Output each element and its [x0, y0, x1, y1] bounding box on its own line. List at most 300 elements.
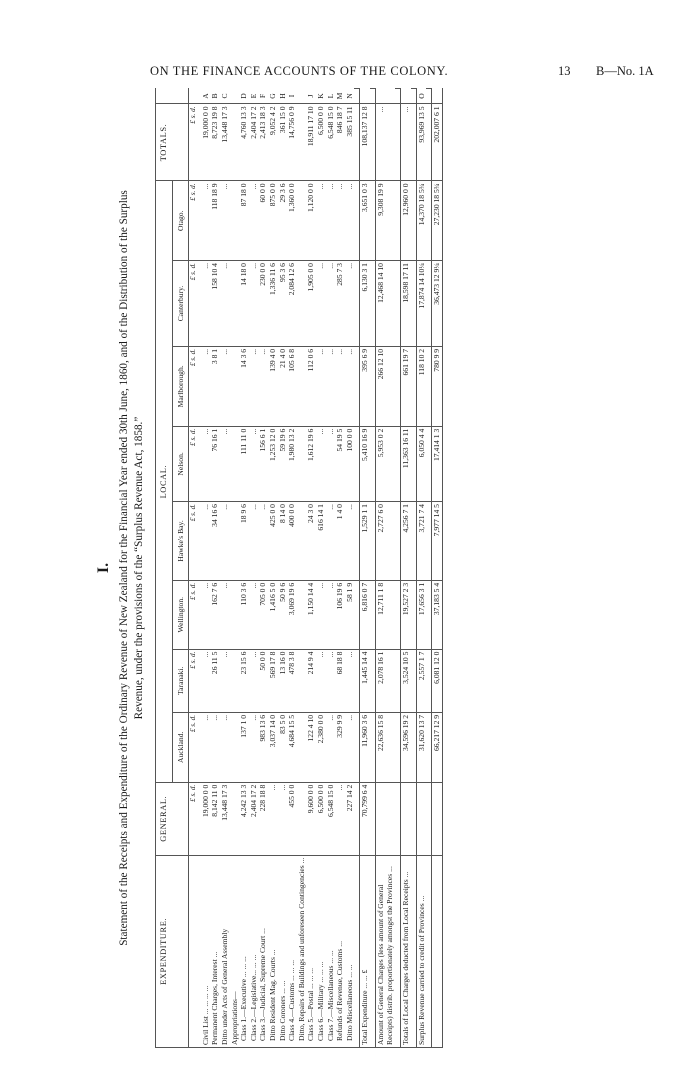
general-cell: 228 18 8 — [258, 782, 268, 855]
col-totals: TOTALS. — [156, 104, 189, 181]
general-cell: 8,142 11 0 — [210, 782, 220, 855]
total-cell: 9,052 4 2 — [268, 104, 278, 181]
province-cell: 95 3 6 — [278, 261, 288, 347]
province-cell — [230, 649, 240, 712]
province-cell: 34,596 19 2 — [401, 712, 411, 782]
table-row — [201, 89, 211, 1048]
province-cell: 2,084 12 6 — [287, 261, 297, 347]
province-cell: 158 10 4 — [210, 261, 220, 347]
units-label: £ s. d. — [189, 426, 201, 501]
province-cell: ... — [345, 346, 355, 426]
general-cell: 9,600 0 0 — [306, 782, 316, 855]
local-charges-row — [401, 89, 411, 1048]
total-cell: 6,548 15 0 — [326, 104, 336, 181]
province-cell: ... — [201, 426, 211, 501]
statement-title — [117, 88, 147, 1048]
province-cell: ... — [220, 580, 230, 649]
general-charges-row — [375, 89, 395, 1048]
province-cell: 9,308 19 9 — [375, 181, 395, 261]
total-cell: 846 18 7 — [335, 104, 345, 181]
row-letter — [297, 89, 307, 105]
province-cell: 76 16 1 — [210, 426, 220, 501]
title-line-2: Revenue, under the provisions of the “Surplus Revenue Act, 1858.” — [133, 416, 145, 720]
row-label: Class 1.—Executive ... ... ... — [239, 855, 249, 1047]
row-label: Ditto, Repairs of Buildings and unforeseen Contingencies ... — [297, 855, 307, 1047]
row-label: Surplus Revenue carried to credit of Provinces ... — [416, 855, 426, 1047]
row-label: Class 3.—Judicial, Supreme Court ... — [258, 855, 268, 1047]
row-letter: D — [239, 89, 249, 105]
province-cell: 54 19 5 — [335, 426, 345, 501]
general-cell: 2,404 17 2 — [249, 782, 259, 855]
province-cell: ... — [220, 502, 230, 581]
province-cell: 12,711 1 8 — [375, 580, 395, 649]
province-cell: 1,529 1 1 — [360, 502, 370, 581]
province-cell: 400 0 0 — [287, 502, 297, 581]
province-cell: ... — [326, 712, 336, 782]
general-cell: 70,799 6 4 — [360, 782, 370, 855]
total-cell: 202,007 6 1 — [432, 104, 443, 181]
province-cell: 50 9 6 — [278, 580, 288, 649]
province-cell: 59 19 6 — [278, 426, 288, 501]
units-label: £ s. d. — [189, 712, 201, 782]
table-row — [335, 89, 345, 1048]
general-cell — [416, 782, 426, 855]
province-cell: ... — [316, 426, 326, 501]
table-row — [326, 89, 336, 1048]
general-cell — [230, 782, 240, 855]
table-row — [220, 89, 230, 1048]
general-cell: 6,500 0 0 — [316, 782, 326, 855]
row-label: Ditto Miscellaneous ... ... — [345, 855, 355, 1047]
row-letter — [360, 89, 370, 105]
row-letter: B — [210, 89, 220, 105]
province-cell: ... — [316, 649, 326, 712]
province-cell: 14 3 6 — [239, 346, 249, 426]
row-letter: G — [268, 89, 278, 105]
province-cell: ... — [249, 649, 259, 712]
units-label: £ s. d. — [189, 782, 201, 855]
province-cell: 24 3 0 — [306, 502, 316, 581]
province-cell — [297, 580, 307, 649]
province-cell: 3,037 14 0 — [268, 712, 278, 782]
province-cell: 17,414 1 3 — [432, 426, 443, 501]
province-cell: ... — [326, 346, 336, 426]
row-label: Civil List ... ... ... ... — [201, 855, 211, 1047]
row-label: Class 2.—Legislative... ... ... — [249, 855, 259, 1047]
province-cell: 122 4 10 — [306, 712, 316, 782]
province-cell: 118 10 2 — [416, 346, 426, 426]
province-cell: 478 3 8 — [287, 649, 297, 712]
province-cell — [297, 261, 307, 347]
province-cell: 1 4 0 — [335, 502, 345, 581]
row-label: Amount of General Charges (less amount of General Receipts) distrib. proportionately amongst the Provinces ... — [375, 855, 395, 1047]
total-cell — [230, 104, 240, 181]
province-cell: ... — [201, 502, 211, 581]
province-cell: ... — [326, 502, 336, 581]
row-label: Class 5.—Postal ... ... ... — [306, 855, 316, 1047]
row-label: Class 7.—Miscellaneous ... ... — [326, 855, 336, 1047]
general-cell — [432, 782, 443, 855]
province-cell: 1,150 14 4 — [306, 580, 316, 649]
province-cell: 1,336 11 6 — [268, 261, 278, 347]
province-cell: ... — [326, 261, 336, 347]
province-cell: 22,636 15 8 — [375, 712, 395, 782]
row-letter: E — [249, 89, 259, 105]
col-expenditure: EXPENDITURE. — [156, 855, 189, 1047]
province-cell: 14 18 0 — [239, 261, 249, 347]
province-cell: ... — [220, 712, 230, 782]
col-province-2: Wellington. — [172, 580, 189, 649]
province-cell: ... — [249, 580, 259, 649]
table-row — [249, 89, 259, 1048]
province-cell: 1,445 14 4 — [360, 649, 370, 712]
province-cell: 4,684 15 5 — [287, 712, 297, 782]
province-cell: 6,081 12 0 — [432, 649, 443, 712]
province-cell: 230 0 0 — [258, 261, 268, 347]
province-cell: 66,217 12 9 — [432, 712, 443, 782]
row-letter: C — [220, 89, 230, 105]
province-cell: 11,363 16 11 — [401, 426, 411, 501]
province-cell: 110 3 6 — [239, 580, 249, 649]
province-cell: 11,960 3 6 — [360, 712, 370, 782]
province-cell: 983 13 6 — [258, 712, 268, 782]
province-cell: 3,651 0 3 — [360, 181, 370, 261]
province-cell: ... — [316, 261, 326, 347]
total-expenditure-row — [360, 89, 370, 1048]
province-cell: ... — [201, 649, 211, 712]
title-line-1: Statement of the Receipts and Expenditure of the Ordinary Revenue of New Zealand for the Financial Year ended 30th June, 1860, and of the Distribution of the Surplus — [118, 190, 130, 946]
table-row — [297, 89, 307, 1048]
province-cell: 60 0 0 — [258, 181, 268, 261]
province-cell: 17,656 3 1 — [416, 580, 426, 649]
province-cell: 34 16 6 — [210, 502, 220, 581]
province-cell: ... — [345, 712, 355, 782]
total-cell: ... — [375, 104, 395, 181]
province-cell — [230, 502, 240, 581]
province-cell: 2,557 1 7 — [416, 649, 426, 712]
running-title: ON THE FINANCE ACCOUNTS OF THE COLONY. — [150, 64, 449, 78]
col-province-6: Canterbury. — [172, 261, 189, 347]
row-letter: H — [278, 89, 288, 105]
province-cell: ... — [249, 346, 259, 426]
col-province-3: Hawke's Bay. — [172, 502, 189, 581]
province-cell — [297, 649, 307, 712]
general-cell: 4,242 13 3 — [239, 782, 249, 855]
row-letter — [432, 89, 443, 105]
province-cell: 266 12 10 — [375, 346, 395, 426]
province-cell: 139 4 0 — [268, 346, 278, 426]
general-cell: ... — [335, 782, 345, 855]
province-cell: 4,256 7 1 — [401, 502, 411, 581]
province-cell: ... — [201, 580, 211, 649]
general-cell: 6,548 15 0 — [326, 782, 336, 855]
province-cell: 83 5 0 — [278, 712, 288, 782]
province-cell: 26 11 5 — [210, 649, 220, 712]
province-cell — [230, 712, 240, 782]
col-province-1: Taranaki. — [172, 649, 189, 712]
province-cell: 569 17 8 — [268, 649, 278, 712]
province-cell: 6,130 3 1 — [360, 261, 370, 347]
total-cell: 4,760 13 3 — [239, 104, 249, 181]
row-label: Class 6.—Military ... ... ... — [316, 855, 326, 1047]
row-letter — [375, 89, 395, 105]
province-cell: 329 9 9 — [335, 712, 345, 782]
province-cell: 19,527 2 3 — [401, 580, 411, 649]
col-province-5: Marlborough. — [172, 346, 189, 426]
province-cell: 12,468 14 10 — [375, 261, 395, 347]
province-cell: 68 18 8 — [335, 649, 345, 712]
general-cell — [401, 782, 411, 855]
province-cell: 23 15 6 — [239, 649, 249, 712]
province-cell: 36,473 12 9¼ — [432, 261, 443, 347]
table-row — [316, 89, 326, 1048]
row-letter: J — [306, 89, 316, 105]
table-row — [268, 89, 278, 1048]
province-cell: ... — [345, 181, 355, 261]
province-cell: 6,816 0 7 — [360, 580, 370, 649]
province-cell: 1,120 0 0 — [306, 181, 316, 261]
province-cell — [297, 502, 307, 581]
province-cell — [230, 580, 240, 649]
province-cell: 705 0 0 — [258, 580, 268, 649]
units-label: £ s. d. — [189, 649, 201, 712]
province-cell: ... — [326, 580, 336, 649]
table-row — [345, 89, 355, 1048]
province-cell — [297, 426, 307, 501]
province-cell: 162 7 6 — [210, 580, 220, 649]
province-cell: ... — [316, 346, 326, 426]
province-cell: 1,253 12 0 — [268, 426, 278, 501]
table-row — [239, 89, 249, 1048]
total-cell: 13,448 17 3 — [220, 104, 230, 181]
row-letter: L — [326, 89, 336, 105]
province-cell: ... — [249, 712, 259, 782]
province-cell: 5,953 0 2 — [375, 426, 395, 501]
province-cell: 112 0 6 — [306, 346, 316, 426]
units-label: £ s. d. — [189, 181, 201, 261]
province-cell: 87 18 0 — [239, 181, 249, 261]
province-cell: ... — [201, 346, 211, 426]
total-cell: 19,000 0 0 — [201, 104, 211, 181]
total-cell: 8,723 19 8 — [210, 104, 220, 181]
general-cell: 227 14 2 — [345, 782, 355, 855]
province-cell: ... — [249, 426, 259, 501]
units-blank — [189, 855, 201, 1047]
province-cell: 137 1 0 — [239, 712, 249, 782]
province-cell: 285 7 3 — [335, 261, 345, 347]
total-cell — [297, 104, 307, 181]
province-cell: 27,230 18 5¾ — [432, 181, 443, 261]
row-label: Ditto Coroners ... ... — [278, 855, 288, 1047]
expenditure-table — [155, 88, 443, 1048]
row-label: Refunds of Revenue, Customs ... — [335, 855, 345, 1047]
row-label: Totals of Local Charges deducted from Local Receipts ... — [401, 855, 411, 1047]
province-cell: ... — [249, 261, 259, 347]
rotated-statement — [95, 88, 695, 1048]
province-cell: 18,598 17 11 — [401, 261, 411, 347]
province-cell — [297, 181, 307, 261]
row-label: Total Expenditure ... ... £ — [360, 855, 370, 1047]
units-blank — [189, 89, 201, 105]
province-cell: 106 19 6 — [335, 580, 345, 649]
row-label: Ditto Resident Mag. Courts ... — [268, 855, 278, 1047]
province-cell: ... — [335, 346, 345, 426]
province-cell: ... — [220, 346, 230, 426]
province-cell: ... — [220, 649, 230, 712]
province-cell: ... — [249, 502, 259, 581]
province-cell: 50 0 0 — [258, 649, 268, 712]
table-row — [306, 89, 316, 1048]
total-cell: 385 15 11 — [345, 104, 355, 181]
province-cell: 1,416 5 0 — [268, 580, 278, 649]
total-cell: 361 15 0 — [278, 104, 288, 181]
province-cell: ... — [316, 181, 326, 261]
province-cell: 58 1 9 — [345, 580, 355, 649]
province-cell — [230, 426, 240, 501]
row-letter: O — [416, 89, 426, 105]
province-cell: 17,874 14 10¼ — [416, 261, 426, 347]
total-cell: 18,911 17 10 — [306, 104, 316, 181]
province-cell: 2,727 6 0 — [375, 502, 395, 581]
province-cell: ... — [249, 181, 259, 261]
province-cell: 21 4 0 — [278, 346, 288, 426]
total-cell: 108,137 12 8 — [360, 104, 370, 181]
province-cell: ... — [220, 426, 230, 501]
table-row — [278, 89, 288, 1048]
province-cell: ... — [201, 712, 211, 782]
general-cell: 455 0 0 — [287, 782, 297, 855]
surplus-revenue-row — [416, 89, 426, 1048]
province-cell: 31,620 13 7 — [416, 712, 426, 782]
province-cell: 1,980 13 2 — [287, 426, 297, 501]
province-cell — [297, 712, 307, 782]
col-general: GENERAL. — [156, 782, 189, 855]
table-row — [258, 89, 268, 1048]
province-cell: 1,612 19 6 — [306, 426, 316, 501]
row-letter — [230, 89, 240, 105]
province-cell: 18 9 6 — [239, 502, 249, 581]
row-label: Class 4.—Customs ... ... ... — [287, 855, 297, 1047]
province-cell: ... — [316, 580, 326, 649]
general-cell — [375, 782, 395, 855]
row-letter: M — [335, 89, 345, 105]
units-label: £ s. d. — [189, 502, 201, 581]
province-cell: ... — [345, 502, 355, 581]
province-cell: 661 19 7 — [401, 346, 411, 426]
general-cell: 13,448 17 3 — [220, 782, 230, 855]
total-cell: 6,500 0 0 — [316, 104, 326, 181]
units-label: £ s. d. — [189, 104, 201, 181]
province-cell: 780 9 9 — [432, 346, 443, 426]
col-letter — [156, 89, 189, 105]
province-cell: ... — [258, 346, 268, 426]
province-cell: 14,370 18 5¾ — [416, 181, 426, 261]
province-cell: 214 9 4 — [306, 649, 316, 712]
province-cell: 37,183 5 4 — [432, 580, 443, 649]
units-label: £ s. d. — [189, 261, 201, 347]
province-cell: ... — [326, 426, 336, 501]
province-cell: 118 18 9 — [210, 181, 220, 261]
row-label: Appropriations— — [230, 855, 240, 1047]
province-cell: 156 6 1 — [258, 426, 268, 501]
row-letter: I — [287, 89, 297, 105]
province-cell: 1,360 0 0 — [287, 181, 297, 261]
province-cell: 3,069 19 6 — [287, 580, 297, 649]
province-cell: ... — [345, 649, 355, 712]
row-letter: N — [345, 89, 355, 105]
province-cell: 616 14 1 — [316, 502, 326, 581]
units-label: £ s. d. — [189, 346, 201, 426]
total-cell: ... — [401, 104, 411, 181]
col-province-4: Nelson. — [172, 426, 189, 501]
province-cell — [297, 346, 307, 426]
total-cell: 2,404 17 2 — [249, 104, 259, 181]
province-cell: ... — [220, 261, 230, 347]
province-cell: 3,721 7 4 — [416, 502, 426, 581]
province-cell: 100 0 0 — [345, 426, 355, 501]
row-label: Permanent Charges, Interest ... — [210, 855, 220, 1047]
statement-number: I. — [95, 562, 112, 574]
province-cell: 7,977 14 5 — [432, 502, 443, 581]
province-cell: ... — [210, 712, 220, 782]
province-cell: 111 11 0 — [239, 426, 249, 501]
province-cell: 875 0 0 — [268, 181, 278, 261]
grand-total-row — [432, 89, 443, 1048]
province-cell: ... — [335, 181, 345, 261]
province-cell: 3 8 1 — [210, 346, 220, 426]
row-letter: F — [258, 89, 268, 105]
table-row — [210, 89, 220, 1048]
total-cell: 2,413 18 3 — [258, 104, 268, 181]
document-reference: B—No. 1A — [596, 64, 654, 78]
province-cell — [230, 346, 240, 426]
province-cell: 5,410 16 9 — [360, 426, 370, 501]
col-province-0: Auckland. — [172, 712, 189, 782]
row-letter: A — [201, 89, 211, 105]
province-cell: 395 6 9 — [360, 346, 370, 426]
province-cell: ... — [201, 261, 211, 347]
general-cell — [297, 782, 307, 855]
general-cell: ... — [268, 782, 278, 855]
province-cell: ... — [345, 261, 355, 347]
province-cell: 13 16 0 — [278, 649, 288, 712]
province-cell: 8 14 0 — [278, 502, 288, 581]
province-cell: ... — [258, 502, 268, 581]
general-cell: ... — [278, 782, 288, 855]
province-cell: ... — [326, 649, 336, 712]
total-cell: 14,756 0 9 — [287, 104, 297, 181]
province-cell: 2,380 0 0 — [316, 712, 326, 782]
row-label — [432, 855, 443, 1047]
province-cell — [230, 181, 240, 261]
general-cell: 19,000 0 0 — [201, 782, 211, 855]
table-row — [287, 89, 297, 1048]
province-cell: ... — [220, 181, 230, 261]
currency-units-row — [189, 89, 201, 1048]
units-label: £ s. d. — [189, 580, 201, 649]
page-number: 13 — [558, 64, 571, 78]
province-cell: 425 0 0 — [268, 502, 278, 581]
province-cell: 29 3 6 — [278, 181, 288, 261]
province-cell: ... — [201, 181, 211, 261]
row-letter: K — [316, 89, 326, 105]
province-cell: 3,524 10 5 — [401, 649, 411, 712]
province-cell: 6,050 4 4 — [416, 426, 426, 501]
province-cell: 12,960 0 0 — [401, 181, 411, 261]
table-row — [230, 89, 240, 1048]
province-cell: 1,905 0 0 — [306, 261, 316, 347]
province-cell: 2,078 16 1 — [375, 649, 395, 712]
